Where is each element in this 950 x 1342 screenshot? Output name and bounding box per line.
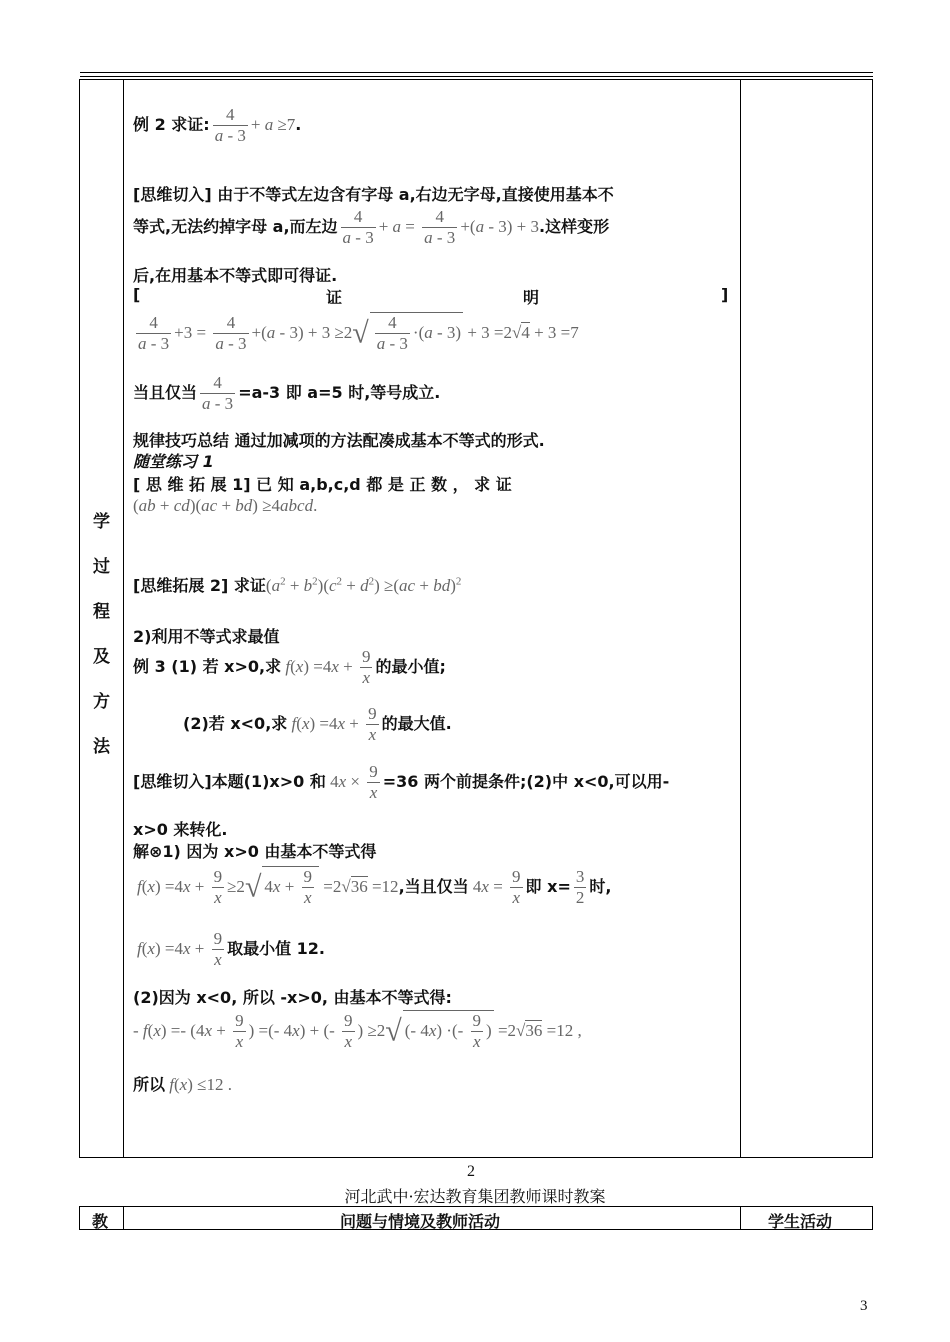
- solution-line: 解⊗1) 因为 x>0 由基本不等式得: [133, 842, 377, 861]
- technique-summary: 规律技巧总结 通过加减项的方法配凑成基本不等式的形式.: [133, 431, 545, 450]
- example-3-part-1: 例 3 (1) 若 x>0,求 f(x) =4x + $\frac{9}{x}$ 的最小值;: [133, 647, 446, 687]
- top-rule: [80, 72, 873, 73]
- thinking-entry-line: [思维切入] 由于不等式左边含有字母 a,右边无字母,直接使用基本不: [133, 185, 614, 204]
- example-2: 例 2 求证: $\frac{4}{a - 3}$ + a ≥7.: [133, 105, 302, 145]
- solution-conclusion: 所以 f(x) ≤12 .: [133, 1075, 232, 1094]
- example-3-part-2: (2)若 x<0,求 f(x) =4x + $\frac{9}{x}$ 的最大值.: [183, 704, 452, 744]
- section-2-heading: 2)利用不等式求最值: [133, 627, 280, 646]
- header-cell-teach: 教: [92, 1212, 109, 1231]
- side-char: 过: [93, 557, 110, 577]
- solution-equation-1: f(x) =4x + $\frac{9}{x}$ ≥2√ 4x + $\frac{9}{x}$ =2√36 =12,当且仅当 4x = $\frac{9}{x}$ 即 x= $\frac{3}{2}$ 时,: [137, 867, 612, 907]
- side-char: 法: [93, 737, 110, 757]
- header-cell-student: 学生活动: [768, 1212, 833, 1231]
- side-char: 学: [93, 512, 110, 532]
- proof-heading: [ 证 明 ]: [133, 285, 729, 307]
- equality-condition: 当且仅当 $\frac{4}{a - 3}$ =a-3 即 a=5 时,等号成立.: [133, 373, 441, 413]
- extension-1: [ 思 维 拓 展 1] 已 知 a,b,c,d 都 是 正 数 ， 求 证: [133, 475, 512, 494]
- thinking-entry-line: 等式,无法约掉字母 a,而左边 $\frac{4}{a - 3}$ + a = $\frac{4}{a - 3}$ +(a - 3) + 3.这样变形: [133, 207, 610, 247]
- side-char: 及: [93, 647, 110, 667]
- page-number: 3: [860, 1298, 868, 1314]
- column-divider: [123, 80, 124, 1157]
- side-char: 程: [93, 602, 110, 622]
- extension-2: [思维拓展 2] 求证$(a^2 + b^2)(c^2 + d^2) \ge(ac + bd)^2$: [133, 575, 462, 595]
- solution-equation-2: f(x) =4x + $\frac{9}{x}$ 取最小值 12.: [137, 929, 326, 969]
- column-divider: [123, 1207, 124, 1229]
- header-cell-activity: 问题与情境及教师活动: [340, 1212, 501, 1231]
- column-divider: [740, 80, 741, 1157]
- footer-page-number: 2: [467, 1163, 475, 1180]
- solution-equation-3: - f(x) =- (4x + $\frac{9}{x}$ ) =(- 4x) + (- $\frac{9}{x}$ ) ≥2√ (- 4x) ·(- $\frac{9}{x}$ ) =2√36 =12 ,: [133, 1011, 582, 1051]
- column-divider: [740, 1207, 741, 1229]
- extension-1-formula: (ab + cd)(ac + bd) ≥4abcd.: [133, 496, 318, 515]
- practice-heading: 随堂练习 1: [133, 452, 214, 471]
- side-label: [80, 500, 123, 770]
- footer-title: 河北武中·宏达教育集团教师课时教案: [344, 1187, 606, 1206]
- top-rule-2: [80, 76, 873, 77]
- thinking-entry-2-cont: x>0 来转化.: [133, 820, 228, 839]
- thinking-entry-2: [思维切入]本题(1)x>0 和 4x × $\frac{9}{x}$ =36 两个前提条件;(2)中 x<0,可以用-: [133, 762, 670, 802]
- proof-equation: $\frac{4}{a - 3}$ +3 = $\frac{4}{a - 3}$ +(a - 3) + 3 ≥2√ $\frac{4}{a - 3}$ ·(a - 3) + 3 =2√4 + 3 =7: [138, 313, 579, 353]
- next-table-header: [79, 1206, 873, 1230]
- side-char: 方: [93, 692, 110, 712]
- thinking-entry-line: 后,在用基本不等式即可得证.: [133, 266, 338, 285]
- solution-line: (2)因为 x<0, 所以 -x>0, 由基本不等式得:: [133, 988, 452, 1007]
